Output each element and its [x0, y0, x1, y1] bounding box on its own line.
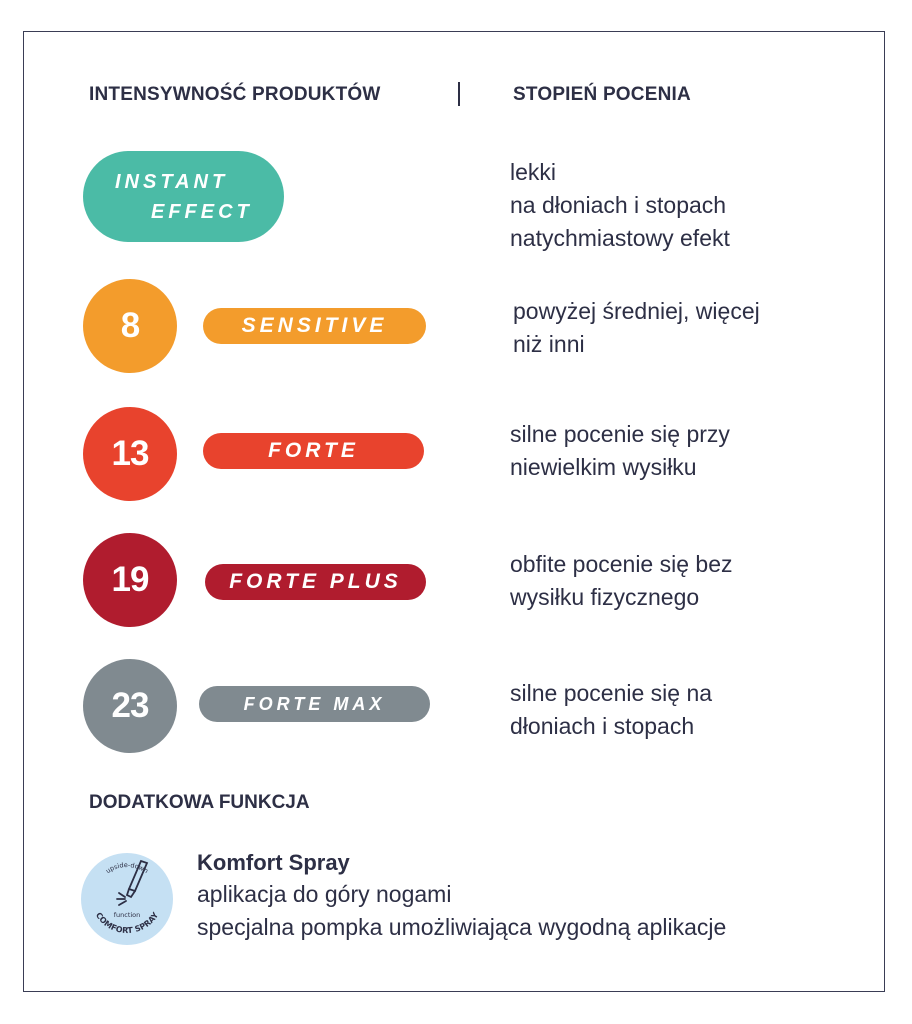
- forte-max-number-circle: 23: [83, 659, 177, 753]
- spray-can-icon: [81, 853, 173, 945]
- badge-top-text: upside-down: [104, 860, 150, 876]
- forte-plus-description: [510, 548, 733, 614]
- forte-max-label-pill: FORTE MAX: [199, 686, 430, 722]
- forte-plus-label-pill: FORTE PLUS: [205, 564, 426, 600]
- instant-effect-badge: [83, 151, 284, 242]
- sensitive-label-pill: SENSITIVE: [203, 308, 426, 344]
- description-line: wysiłku fizycznego: [510, 584, 700, 610]
- description-line: na dłoniach i stopach: [510, 192, 727, 218]
- instant-label-line2: EFFECT: [151, 201, 253, 223]
- forte-max-description: [510, 677, 712, 743]
- description-line: obfite pocenie się bez: [510, 551, 733, 577]
- instant-description: [510, 156, 730, 255]
- description-line: silne pocenie się na: [510, 680, 713, 706]
- forte-plus-number-circle: 19: [83, 533, 177, 627]
- extra-function-heading: DODATKOWA FUNKCJA: [89, 792, 310, 813]
- comfort-spray-info: [197, 848, 726, 944]
- comfort-spray-line: specjalna pompka umożliwiająca wygodną aplikacje: [197, 914, 727, 940]
- comfort-spray-badge: [81, 853, 173, 945]
- description-line: powyżej średniej, więcej: [513, 298, 760, 324]
- comfort-spray-line: aplikacja do góry nogami: [197, 881, 452, 907]
- description-line: natychmiastowy efekt: [510, 225, 730, 251]
- sensitive-description: [513, 295, 760, 361]
- badge-mid-text: function: [113, 911, 141, 919]
- badge-bottom-text: COMFORT SPRAY: [93, 910, 161, 936]
- header-divider: [458, 82, 460, 106]
- header-sweat-level: STOPIEŃ POCENIA: [513, 84, 691, 105]
- description-line: dłoniach i stopach: [510, 713, 695, 739]
- forte-label-pill: FORTE: [203, 433, 424, 469]
- instant-label-line1: INSTANT: [115, 171, 229, 193]
- description-line: niewielkim wysiłku: [510, 454, 697, 480]
- header-product-intensity: INTENSYWNOŚĆ PRODUKTÓW: [89, 84, 381, 105]
- description-line: silne pocenie się przy: [510, 421, 730, 447]
- forte-description: [510, 418, 730, 484]
- forte-number-circle: 13: [83, 407, 177, 501]
- description-line: niż inni: [513, 331, 585, 357]
- comfort-spray-title: Komfort Spray: [197, 850, 350, 875]
- svg-text:upside-down: [104, 861, 149, 875]
- description-line: lekki: [510, 159, 557, 185]
- sensitive-number-circle: 8: [83, 279, 177, 373]
